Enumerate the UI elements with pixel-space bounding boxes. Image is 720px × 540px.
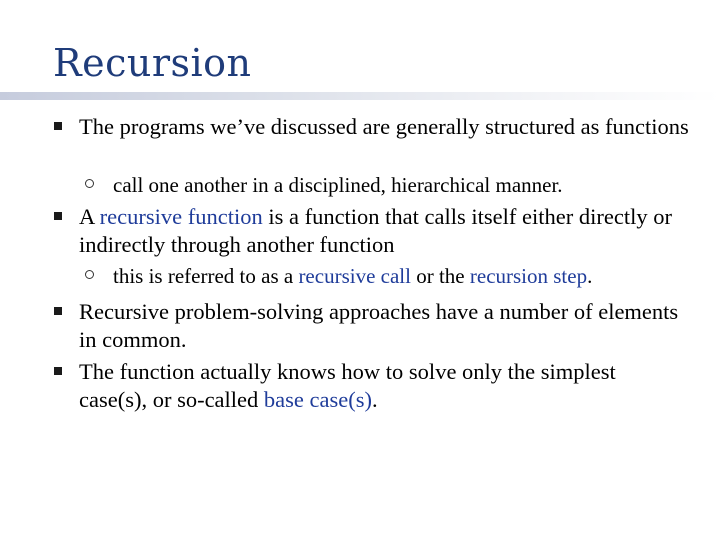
square-bullet-icon	[54, 367, 62, 375]
sub-bullet-item	[113, 172, 693, 198]
sub-bullet-text: call one another in a disciplined, hierarchical manner.	[113, 173, 563, 197]
highlight-term: recursive call	[298, 264, 411, 288]
hollow-circle-bullet-icon	[85, 270, 94, 279]
bullet-item	[79, 358, 689, 414]
bullet-item	[79, 113, 689, 141]
bullet-text: A	[79, 204, 100, 229]
highlight-term: recursive function	[99, 204, 263, 229]
square-bullet-icon	[54, 212, 62, 220]
square-bullet-icon	[54, 307, 62, 315]
sub-bullet-text: this is referred to as a	[113, 264, 299, 288]
highlight-term: recursion step	[469, 264, 588, 288]
bullet-text: .	[371, 387, 378, 412]
bullet-text: Recursive problem-solving approaches have a number of elements in common.	[79, 299, 679, 352]
highlight-term: base case(s)	[263, 387, 372, 412]
title-divider-bar	[0, 92, 720, 100]
sub-bullet-text: .	[587, 264, 593, 288]
bullet-item	[79, 203, 689, 259]
square-bullet-icon	[54, 122, 62, 130]
hollow-circle-bullet-icon	[85, 179, 94, 188]
slide-title: Recursion	[53, 41, 252, 85]
bullet-text: The programs we’ve discussed are generally structured as functions	[79, 114, 689, 139]
sub-bullet-text: or the	[410, 264, 470, 288]
sub-bullet-item	[113, 263, 693, 289]
bullet-item	[79, 298, 689, 354]
bullet-text: The function actually knows how to solve only the simplest case(s), or so-called	[79, 359, 616, 412]
bullet-text: is a function that calls itself either directly or indirectly through another function	[79, 204, 672, 257]
